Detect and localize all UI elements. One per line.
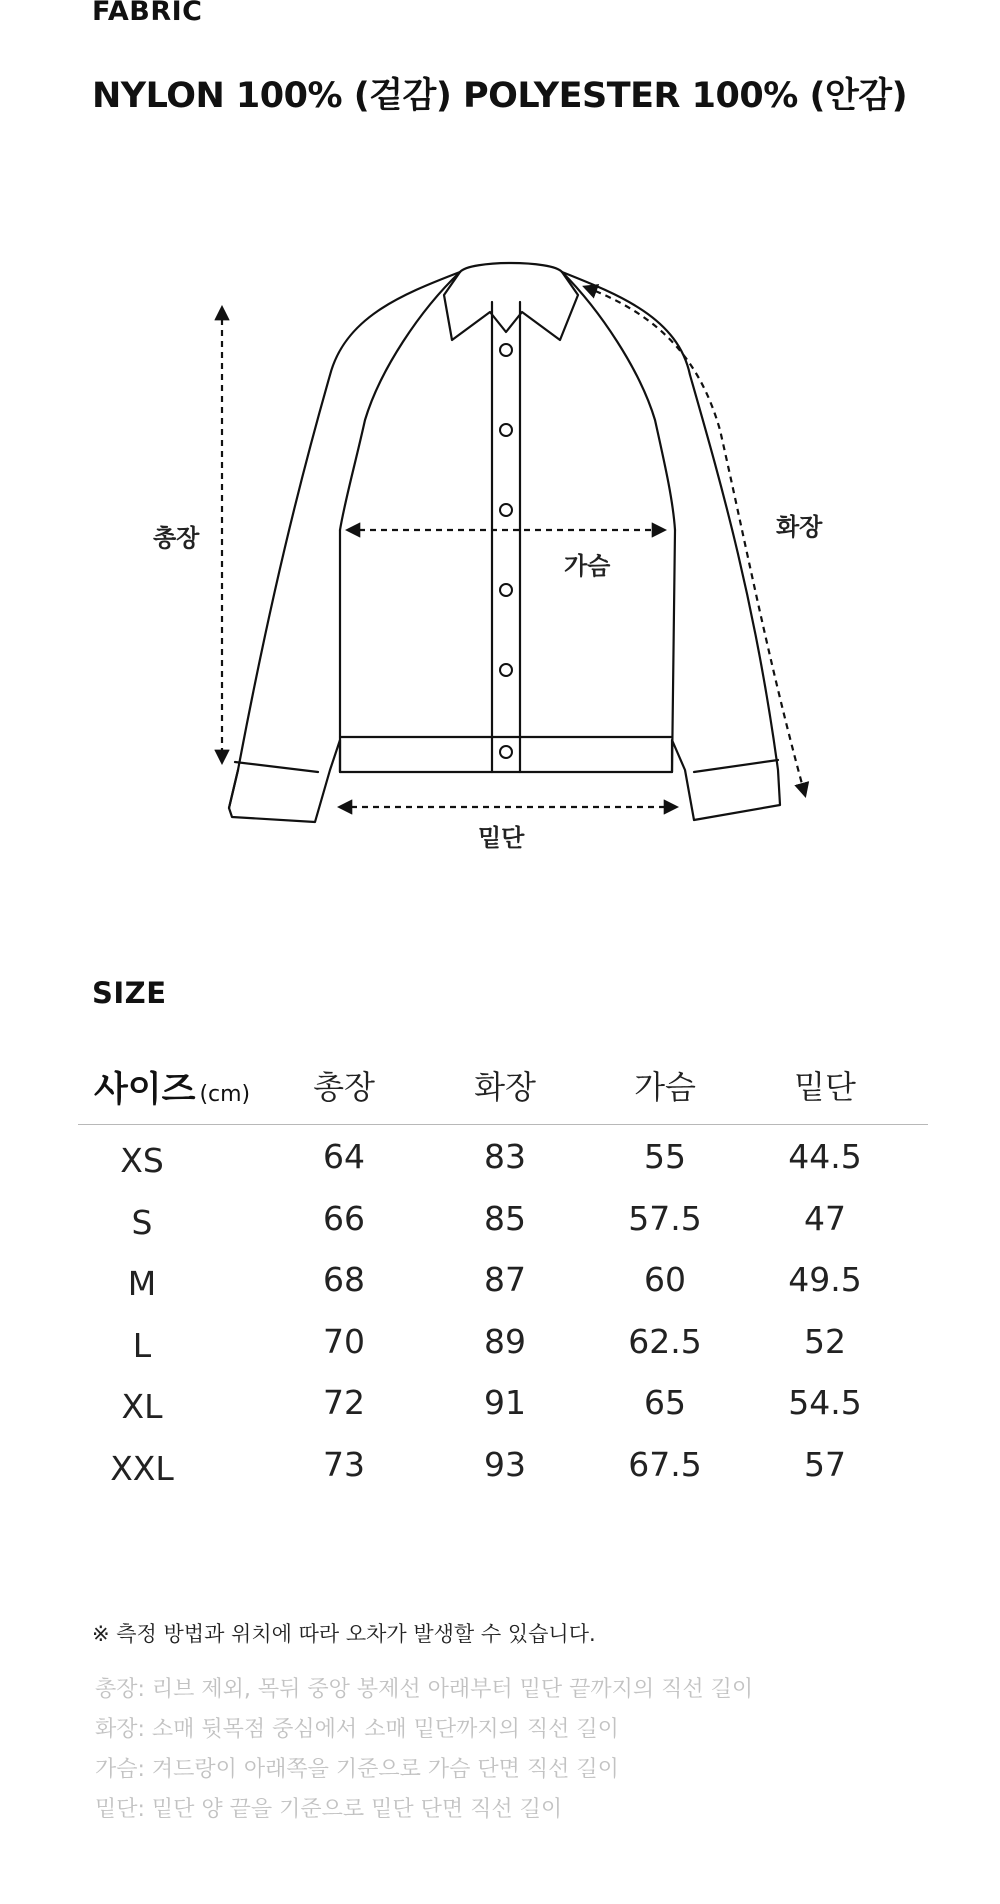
- value-cell: 72: [323, 1383, 365, 1422]
- value-cell: 54.5: [788, 1383, 862, 1422]
- value-cell: 83: [484, 1137, 526, 1176]
- table-header-row: [78, 1060, 928, 1125]
- collar: [444, 263, 578, 340]
- value-cell: 66: [323, 1198, 365, 1238]
- jacket-illustration: [0, 240, 1000, 860]
- definition-hem: 밑단: 밑단 양 끝을 기준으로 밑단 단면 직선 길이: [95, 1797, 563, 1822]
- value-cell: 68: [323, 1260, 365, 1299]
- table-row: [78, 1371, 928, 1433]
- right-cuff: [694, 760, 778, 772]
- left-raglan-seam: [340, 272, 460, 530]
- sleeve-length-label: 화장: [776, 513, 823, 541]
- size-cell: L: [132, 1325, 152, 1365]
- value-cell: 73: [323, 1444, 365, 1484]
- header-size-cell: [94, 1062, 250, 1112]
- placket: [492, 302, 520, 772]
- value-cell: 52: [804, 1321, 846, 1361]
- size-table: [78, 1060, 928, 1494]
- table-row: [78, 1310, 928, 1372]
- header-unit: (cm): [199, 1082, 251, 1107]
- size-cell: XS: [120, 1141, 164, 1180]
- size-cell: XXL: [110, 1448, 174, 1488]
- value-cell: 57: [804, 1444, 846, 1484]
- value-cell: 67.5: [628, 1444, 702, 1484]
- value-cell: 44.5: [788, 1137, 862, 1176]
- table-row: [78, 1187, 928, 1249]
- left-cuff: [229, 762, 318, 808]
- header-sleeve-length: 화장: [474, 1068, 536, 1106]
- value-cell: 49.5: [788, 1260, 862, 1299]
- size-cell: M: [127, 1264, 157, 1303]
- definition-chest: 가슴: 겨드랑이 아래쪽을 기준으로 가슴 단면 직선 길이: [95, 1757, 619, 1782]
- value-cell: 93: [484, 1444, 526, 1484]
- size-heading: SIZE: [92, 976, 167, 1010]
- hem-label: 밑단: [478, 824, 525, 852]
- value-cell: 60: [644, 1260, 686, 1299]
- value-cell: 57.5: [628, 1198, 702, 1238]
- definition-total-length: 총장: 리브 제외, 목뒤 중앙 봉제선 아래부터 밑단 끝까지의 직선 길이: [95, 1677, 754, 1702]
- fabric-content: NYLON 100% (겉감) POLYESTER 100% (안감): [92, 76, 908, 116]
- chest-label: 가슴: [564, 552, 611, 580]
- jacket-measurement-diagram: [0, 240, 1000, 860]
- value-cell: 91: [484, 1383, 526, 1422]
- buttons: [500, 344, 512, 758]
- body-right-side: [672, 530, 675, 772]
- table-row: [78, 1433, 928, 1495]
- value-cell: 55: [644, 1137, 686, 1176]
- table-row: [78, 1125, 928, 1187]
- value-cell: 62.5: [628, 1321, 702, 1361]
- definition-sleeve-length: 화장: 소매 뒷목점 중심에서 소매 밑단까지의 직선 길이: [95, 1717, 619, 1742]
- header-size-label: 사이즈: [94, 1070, 196, 1110]
- value-cell: 47: [804, 1198, 846, 1238]
- header-chest: 가슴: [634, 1068, 696, 1106]
- fabric-label: FABRIC: [92, 0, 203, 27]
- right-raglan-seam: [562, 272, 675, 530]
- total-length-label: 총장: [153, 524, 200, 552]
- value-cell: 65: [644, 1383, 686, 1422]
- value-cell: 85: [484, 1198, 526, 1238]
- value-cell: 89: [484, 1321, 526, 1361]
- size-cell: S: [131, 1202, 153, 1242]
- header-hem: 밑단: [794, 1068, 856, 1106]
- value-cell: 70: [323, 1321, 365, 1361]
- sleeve-arrow: [585, 287, 805, 795]
- measurement-note: ※ 측정 방법과 위치에 따라 오차가 발생할 수 있습니다.: [92, 1622, 596, 1646]
- value-cell: 64: [323, 1137, 365, 1176]
- header-total-length: 총장: [313, 1068, 375, 1106]
- value-cell: 87: [484, 1260, 526, 1299]
- size-cell: XL: [121, 1387, 163, 1426]
- table-row: [78, 1248, 928, 1310]
